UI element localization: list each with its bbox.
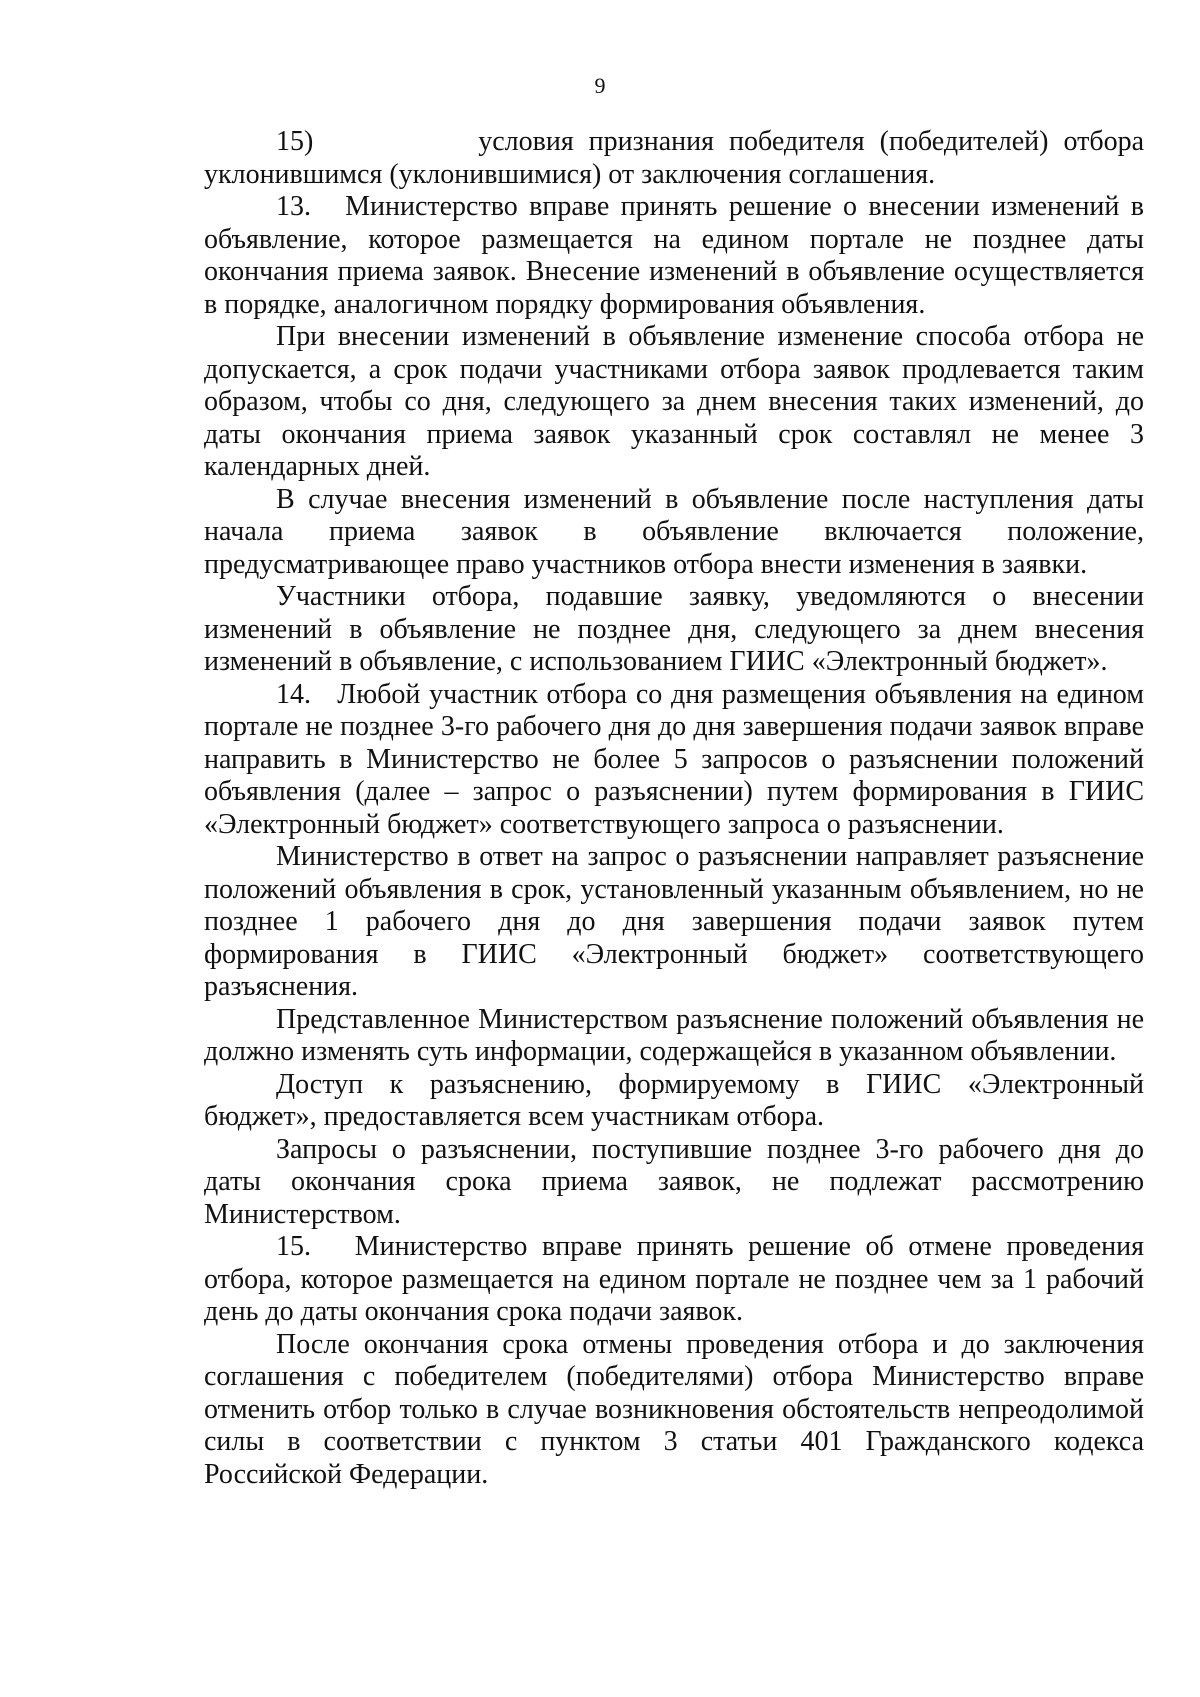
paragraph-clarification-content: Представленное Министерством разъяснение положений объявления не должно изменять суть информации, содержащейся в указанном объявлении.: [204, 1003, 1144, 1067]
paragraph-14-clarification-requests: 14. Любой участник отбора со дня размещения объявления на едином портале не позднее 3-го рабочего дня до дня завершения подачи заявок вправе направить в Министерство не более 5 запросов о разъяснении положений объявления (далее – запрос о разъяснении) путем формирования в ГИИС «Электронный бюджет» соответствующего запроса о разъяснении.: [204, 678, 1144, 840]
paragraph-late-requests: Запросы о разъяснении, поступившие позднее 3-го рабочего дня до даты окончания срока приема заявок, не подлежат рассмотрению Министерством.: [204, 1133, 1144, 1230]
paragraph-15-condition: 15) условия признания победителя (победителей) отбора уклонившимся (уклонившимися) от заключения соглашения.: [204, 126, 1144, 190]
paragraph-force-majeure: После окончания срока отмены проведения отбора и до заключения соглашения с победителем (победителями) отбора Министерство вправе отменить отбор только в случае возникновения обстоятельств непреодолимой силы в соответствии с пунктом 3 статьи 401 Гражданского кодекса Российской Федерации.: [204, 1328, 1144, 1490]
paragraph-changes-after-start: В случае внесения изменений в объявление после наступления даты начала приема заявок в объявление включается положение, предусматривающее право участников отбора внести изменения в заявки.: [204, 483, 1144, 580]
document-body: [204, 126, 1144, 1491]
paragraph-ministry-response: Министерство в ответ на запрос о разъяснении направляет разъяснение положений объявления в срок, установленный указанным объявлением, но не позднее 1 рабочего дня до дня завершения подачи заявок путем формирования в ГИИС «Электронный бюджет» соответствующего разъяснения.: [204, 841, 1144, 1002]
paragraph-clarification-access: Доступ к разъяснению, формируемому в ГИИС «Электронный бюджет», предоставляется всем участникам отбора.: [204, 1068, 1144, 1132]
paragraph-changes-restrictions: При внесении изменений в объявление изменение способа отбора не допускается, а срок подачи участниками отбора заявок продлевается таким образом, чтобы со дня, следующего за днем внесения таких изменений, до даты окончания приема заявок указанный срок составлял не менее 3 календарных дней.: [204, 321, 1144, 482]
page-number: 9: [594, 73, 606, 98]
paragraph-13-changes: 13. Министерство вправе принять решение о внесении изменений в объявление, которое размещается на едином портале не позднее даты окончания приема заявок. Внесение изменений в объявление осуществляется в порядке, аналогичном порядку формирования объявления.: [204, 191, 1144, 320]
paragraph-15-cancellation: 15. Министерство вправе принять решение об отмене проведения отбора, которое размещается на едином портале не позднее чем за 1 рабочий день до даты окончания срока подачи заявок.: [204, 1231, 1144, 1327]
paragraph-participants-notified: Участники отбора, подавшие заявку, уведомляются о внесении изменений в объявление не позднее дня, следующего за днем внесения изменений в объявление, с использованием ГИИС «Электронный бюджет».: [204, 581, 1144, 677]
